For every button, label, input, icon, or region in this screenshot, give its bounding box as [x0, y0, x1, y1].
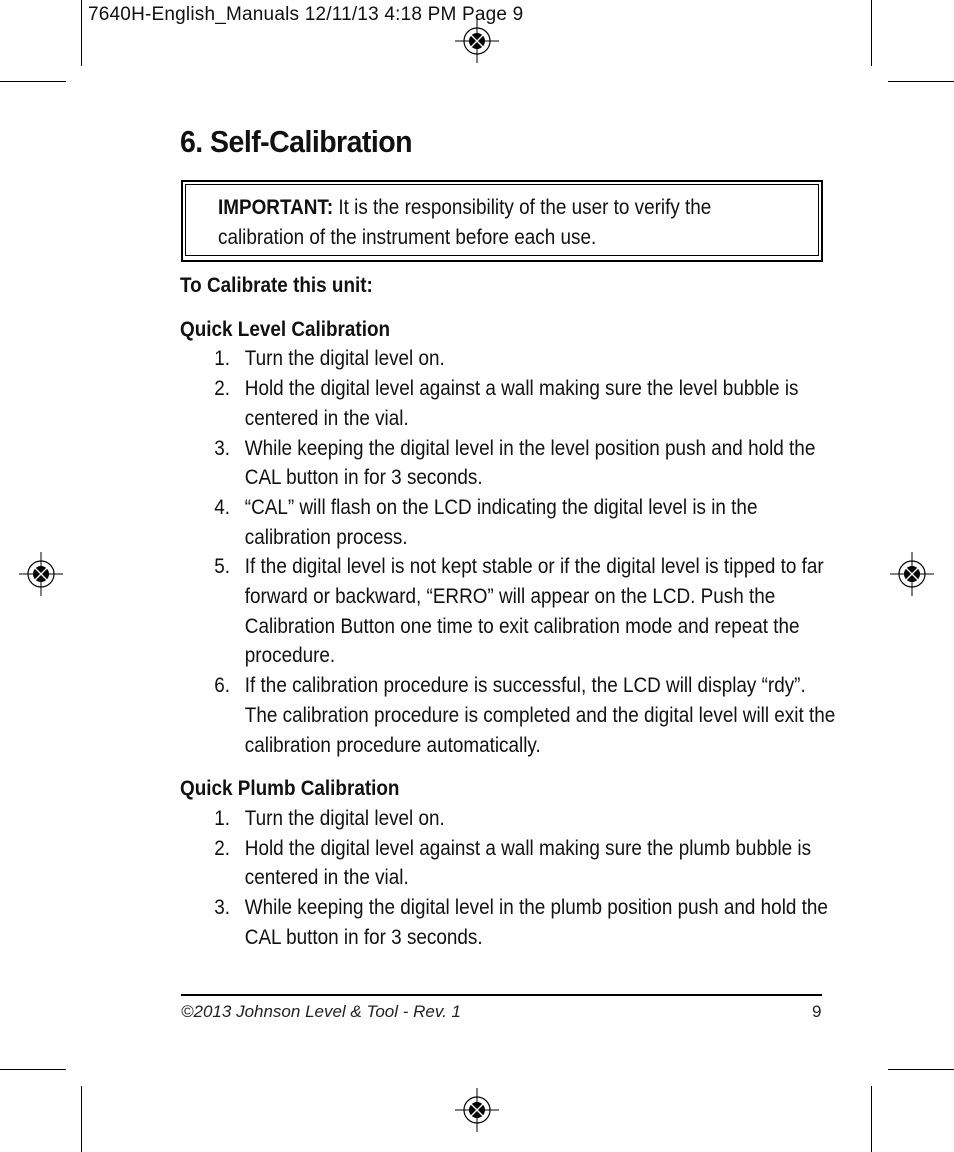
crop-mark-bottom-left-v [81, 1086, 82, 1152]
important-label: IMPORTANT: [218, 196, 334, 219]
list-item: 1. Turn the digital level on. [214, 806, 445, 830]
list-item: 3. While keeping the digital level in the plumb position push and hold the CAL button in for 3 seconds. [214, 896, 828, 949]
list-item: 5. If the digital level is not kept stable or if the digital level is tipped to far forward or backward, “ERRO” will appear on the LCD. Push the Calibration Button one time to exit calibration mode and repeat the procedure. [214, 555, 824, 668]
list-item: 2. Hold the digital level against a wall making sure the level bubble is centered in the vial. [214, 377, 799, 430]
list-item: 4. “CAL” will flash on the LCD indicating the digital level is in the calibration process. [214, 495, 758, 549]
section-heading-plumb: Quick Plumb Calibration [180, 777, 400, 801]
list-item: 6. If the calibration procedure is successful, the LCD will display “rdy”. The calibration procedure is completed and the digital level will exit the calibration procedure automatically. [214, 674, 836, 757]
important-notice-box [181, 180, 823, 262]
crop-mark-top-left-h [0, 81, 66, 82]
print-slug-line: 7640H-English_Manuals 12/11/13 4:18 PM Page 9 [88, 4, 524, 25]
crop-mark-top-right-h [888, 81, 954, 82]
crop-mark-bottom-right-v [871, 1086, 872, 1152]
crop-mark-bottom-right-h [888, 1069, 954, 1070]
plumb-calibration-steps [180, 804, 840, 953]
list-item: 2. Hold the digital level against a wall making sure the plumb bubble is centered in the vial. [214, 836, 812, 890]
list-item: 3. While keeping the digital level in the level position push and hold the CAL button in for 3 seconds. [214, 436, 816, 490]
registration-mark-right-icon [890, 552, 934, 596]
crop-mark-top-left-v [81, 0, 82, 66]
footer-divider [181, 994, 822, 996]
footer-page-number: 9 [812, 1002, 822, 1021]
registration-mark-left-icon [19, 552, 63, 596]
crop-mark-top-right-v [871, 0, 872, 66]
intro-heading: To Calibrate this unit: [180, 274, 373, 297]
registration-mark-bottom-icon [455, 1088, 499, 1132]
level-calibration-steps [180, 344, 840, 760]
important-text: It is the responsibility of the user to verify the calibration of the instrument before each use. [218, 196, 712, 249]
calibration-content [180, 271, 840, 966]
list-item: 1. Turn the digital level on. [214, 347, 445, 371]
important-notice-inner [185, 184, 819, 256]
page-title: 6. Self-Calibration [180, 124, 412, 159]
registration-mark-top-icon [455, 19, 499, 63]
crop-mark-bottom-left-h [0, 1069, 66, 1070]
footer-copyright: ©2013 Johnson Level & Tool - Rev. 1 [181, 1002, 461, 1021]
section-heading-level: Quick Level Calibration [180, 317, 391, 341]
